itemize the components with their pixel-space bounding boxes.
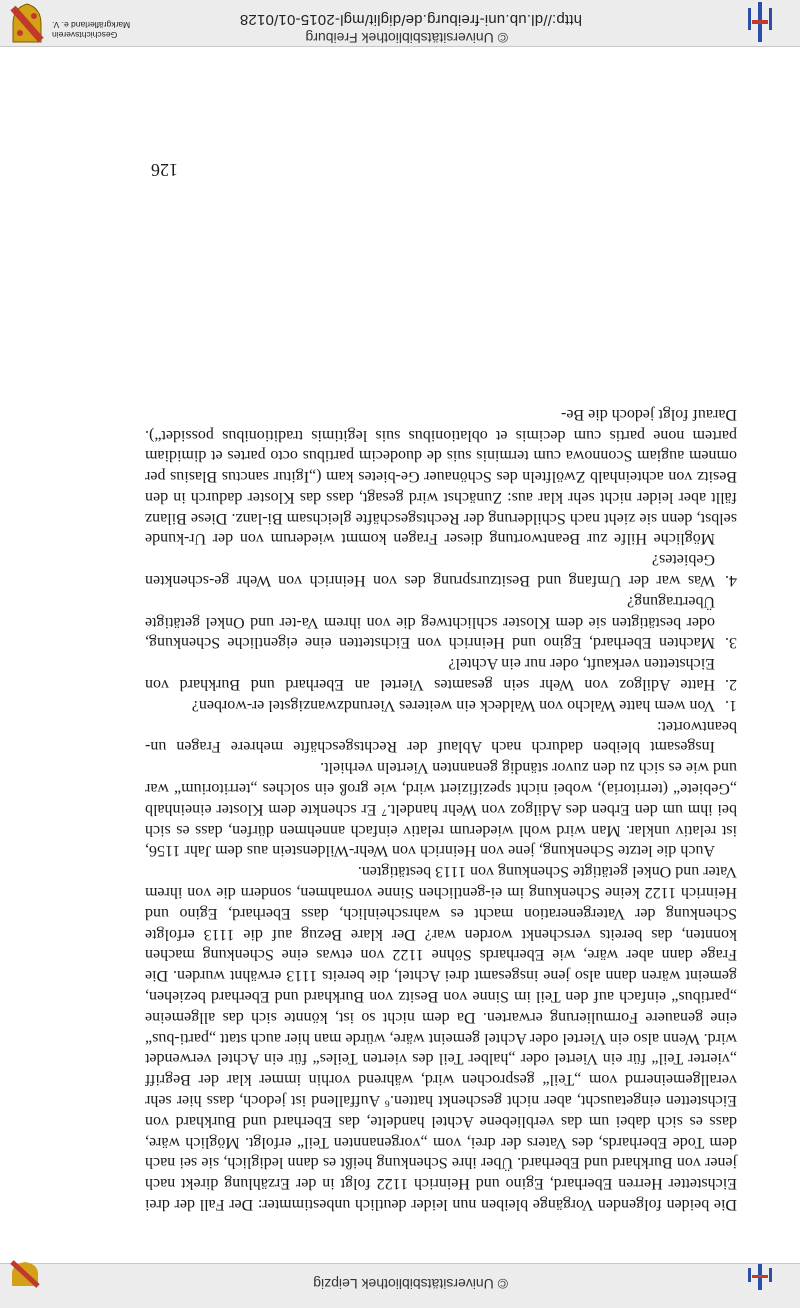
paragraph-2: Auch die letzte Schenkung, jene von Heinrich von Wehr-Wildenstein aus dem Jahr 1156, ist relativ unklar. Man wird wohl wiederum relativ einfach annehmen dürfen, dass es sich bei ihm um den Erben des Adilgoz von Wehr handelt.⁷ Er schenkte dem Kloster eineinhalb „Gebiete“ (territoria), wobei nicht spezifiziert wird, wie groß ein solches „territorium“ war und wie es sich zu den zuvor ständig genannten Vierteln verhielt. — [145, 759, 737, 860]
header-copyright: © Universitätsbibliothek Leipzig — [313, 1276, 508, 1292]
society-crest-icon — [10, 4, 44, 42]
society-name: Geschichtsverein Markgräflerland e. V. — [52, 20, 131, 40]
question-item: 4.Was war der Umfang und Besitzursprung des von Heinrich von Wehr ge-schenkten Gebietes? — [145, 551, 737, 590]
society-crest-icon — [8, 1262, 42, 1286]
paragraph-4: Mögliche Hilfe zur Beantwortung dieser Fragen kommt wiederum von der Ur-kunde selbst, denn sie zieht nach Schilderung der Rechtsgeschäfte gleichsam Bi-lanz. Diese Bilanz fällt aber leider nicht sehr klar aus: Zunächst wird gesagt, dass das Kloster dadurch in den Besitz von achteinhalb Zwölfteln des Schönauer Ge-bietes kam („Igitur sanctus Blasius per omnem augiam Sconnowa cum terminis suis de duodecim partibus octo partes et dimidiam partem none partis cum decimis et oblationibus suis legitimis traditionibus possidet“). Darauf folgt jedoch die Be- — [145, 405, 737, 548]
document-url-link[interactable]: http://dl.ub.uni-freiburg.de/diglit/mgl-2015-01/0128 — [239, 11, 582, 28]
header-strip — [0, 1263, 800, 1308]
page-number: 126 — [151, 160, 178, 180]
paragraph-3: Insgesamt bleiben dadurch nach Ablauf der Rechtsgeschäfte mehrere Fragen un-beantwortet: — [145, 717, 737, 756]
page-body — [145, 403, 737, 1214]
question-list — [145, 549, 737, 715]
library-logo-icon — [736, 1264, 784, 1290]
question-item: 2.Hatte Adilgoz von Wehr sein gesamtes Viertel an Eberhard und Burkhard von Eichstetten verkauft, oder nur ein Achtel? — [145, 655, 737, 694]
question-item: 1.Von wem hatte Walcho von Waldeck ein weiteres Vierundzwanzigstel er-worben? — [191, 696, 737, 714]
paragraph-1: Die beiden folgenden Vorgänge bleiben nun leider deutlich unbestimmter: Der Fall der drei Eichstetter Herren Eberhard, Egino und Heinrich 1122 folgt in der Erzählung direkt nach jener von Burkhard und Eberhard. Über ihre Schenkung heißt es dann lediglich, sie sei nach dem Tode Eberhards, des Vaters der drei, vom „vorgenannten Teil“ erfolgt. Möglich wäre, dass es sich dabei um das verbliebene Achtel handelte, das Eberhard und Burkhard von Eichstetten eingetauscht, aber nicht geschenkt hatten.⁶ Auffallend ist jedoch, dass hier sehr verallgemeinernd vom „Teil“ gesprochen wird, während vorhin immer klar der Begriff „vierter Teil“ für ein Viertel oder „halber Teil des vierten Teiles“ für ein Achtel verwendet wird. Wenn also ein Viertel oder Achtel gemeint wäre, würde man hier auch statt „parti-bus“ eine genauere Formulierung erwarten. Da dem nicht so ist, könnte sich das allgemeine „partibus“ einfach auf den Teil im Sinne von Besitz von Burkhard und Eberhard beziehen, gemeint wären dann also jene insgesamt drei Achtel, die bereits 1113 erwähnt wurden. Die Frage dann aber wäre, wie Eberhards Söhne 1122 von etwas eine Schenkung machen konnten, das bereits verschenkt worden war? Der klare Bezug auf die 1113 erfolgte Schenkung der Vatergeneration macht es wahrscheinlich, dass Eberhard, Egino und Heinrich 1122 keine Schenkung im ei-gentlichen Sinne vornahmen, sondern die von ihrem Vater und Onkel getätigte Schenkung von 1113 bestätigten. — [145, 863, 737, 1213]
footer-strip — [0, 0, 800, 47]
question-item: 3.Machten Eberhard, Egino und Heinrich von Eichstetten eine eigentliche Schenkung, oder bestätigten sie dem Kloster schlichtweg die von ihrem Va-ter und Onkel getätigte Übertragung? — [145, 592, 737, 652]
library-logo-icon — [736, 2, 784, 42]
footer-copyright: © Universitätsbibliothek Freiburg — [305, 30, 508, 46]
